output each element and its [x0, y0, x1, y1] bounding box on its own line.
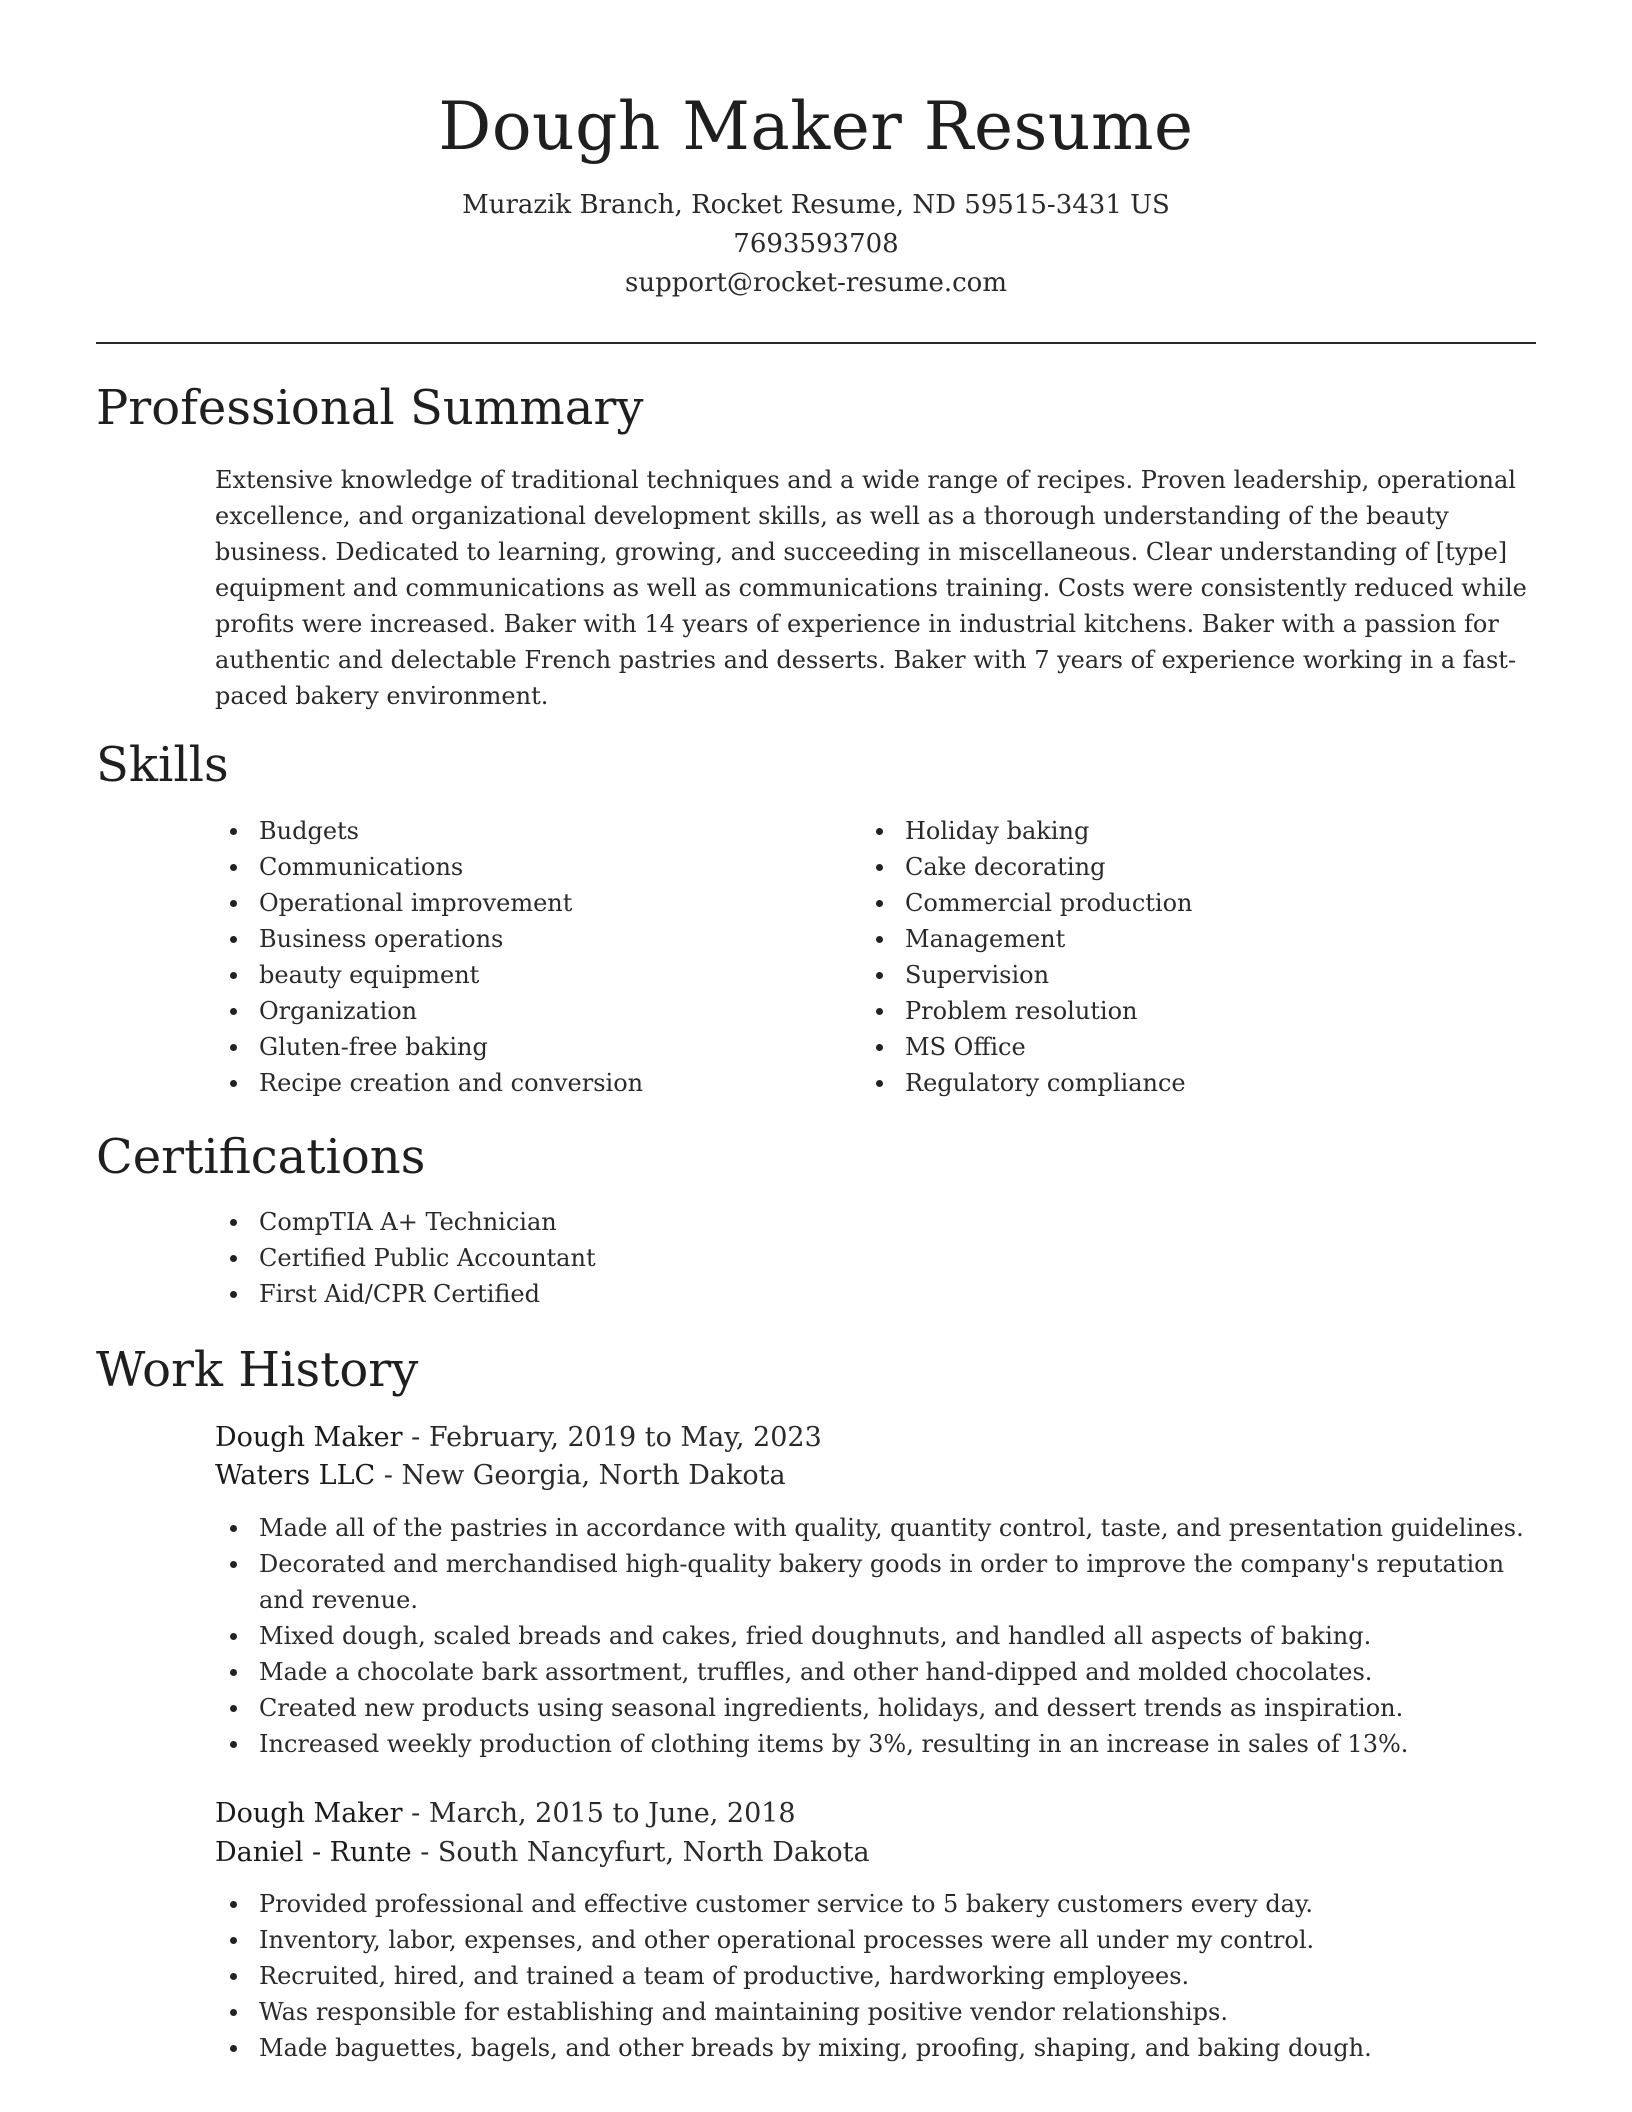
skill-item: Communications	[215, 849, 815, 885]
job-title: Dough Maker	[215, 1798, 403, 1829]
job-title-line	[215, 1794, 796, 1833]
job-bullet: Made a chocolate bark assortment, truffles, and other hand-dipped and molded chocolates.	[215, 1654, 1540, 1690]
contact-address: Murazik Branch, Rocket Resume, ND 59515-3431 US	[462, 190, 1170, 220]
skills-list-left	[215, 813, 815, 1101]
certification-item: CompTIA A+ Technician	[215, 1204, 1115, 1240]
skill-item: Operational improvement	[215, 885, 815, 921]
skill-item: Regulatory compliance	[861, 1065, 1501, 1101]
job-location: - South Nancyfurt, North Dakota	[411, 1837, 870, 1868]
skill-item: Commercial production	[861, 885, 1501, 921]
skill-item: Business operations	[215, 921, 815, 957]
skills-list-right	[861, 813, 1501, 1101]
skill-item: Holiday baking	[861, 813, 1501, 849]
skill-item: Gluten-free baking	[215, 1029, 815, 1065]
job-bullet: Made baguettes, bagels, and other breads by mixing, proofing, shaping, and baking dough.	[215, 2030, 1540, 2066]
job-company: Waters LLC	[215, 1460, 376, 1491]
resume-title: Dough Maker Resume	[438, 88, 1194, 165]
section-title-certifications: Certifications	[96, 1129, 426, 1185]
certification-item: First Aid/CPR Certified	[215, 1276, 1115, 1312]
section-title-summary: Professional Summary	[96, 380, 644, 436]
job-bullet: Decorated and merchandised high-quality bakery goods in order to improve the company's reputation and revenue.	[215, 1546, 1540, 1618]
job-bullet: Was responsible for establishing and maintaining positive vendor relationships.	[215, 1994, 1540, 2030]
job-bullets	[215, 1510, 1540, 1762]
job-bullet: Increased weekly production of clothing items by 3%, resulting in an increase in sales of 13%.	[215, 1726, 1540, 1762]
skill-item: Recipe creation and conversion	[215, 1065, 815, 1101]
job-title: Dough Maker	[215, 1422, 403, 1453]
skill-item: Budgets	[215, 813, 815, 849]
job-bullet: Recruited, hired, and trained a team of productive, hardworking employees.	[215, 1958, 1540, 1994]
section-title-skills: Skills	[96, 737, 229, 793]
contact-phone: 7693593708	[733, 229, 899, 259]
skill-item: MS Office	[861, 1029, 1501, 1065]
job-company-line	[215, 1456, 786, 1495]
job-title-line	[215, 1418, 822, 1457]
job-bullet: Inventory, labor, expenses, and other operational processes were all under my control.	[215, 1922, 1540, 1958]
skill-item: Cake decorating	[861, 849, 1501, 885]
contact-email: support@rocket-resume.com	[624, 268, 1007, 298]
certification-item: Certified Public Accountant	[215, 1240, 1115, 1276]
skill-item: beauty equipment	[215, 957, 815, 993]
job-bullet: Made all of the pastries in accordance with quality, quantity control, taste, and presentation guidelines.	[215, 1510, 1540, 1546]
job-company-line	[215, 1833, 870, 1872]
job-bullet: Mixed dough, scaled breads and cakes, fried doughnuts, and handled all aspects of baking.	[215, 1618, 1540, 1654]
job-dates: - February, 2019 to May, 2023	[402, 1422, 822, 1453]
skill-item: Management	[861, 921, 1501, 957]
job-company: Daniel - Runte	[215, 1837, 412, 1868]
skill-item: Supervision	[861, 957, 1501, 993]
skill-item: Organization	[215, 993, 815, 1029]
certifications-list	[215, 1204, 1115, 1312]
summary-text: Extensive knowledge of traditional techniques and a wide range of recipes. Proven leadership, operational excellence, and organizational development skills, as well as a thorough understanding of the beauty business. Dedicated to learning, growing, and succeeding in miscellaneous. Clear understanding of [type] equipment and communications as well as communications training. Costs were consistently reduced while profits were increased. Baker with 14 years of experience in industrial kitchens. Baker with a passion for authentic and delectable French pastries and desserts. Baker with 7 years of experience working in a fast-paced bakery environment.	[215, 466, 1527, 710]
skill-item: Problem resolution	[861, 993, 1501, 1029]
resume-header	[0, 82, 1632, 303]
job-bullet: Created new products using seasonal ingredients, holidays, and dessert trends as inspiration.	[215, 1690, 1540, 1726]
header-divider	[96, 342, 1536, 344]
job-dates: - March, 2015 to June, 2018	[402, 1798, 796, 1829]
job-bullets	[215, 1886, 1540, 2066]
section-title-work-history: Work History	[96, 1342, 419, 1398]
job-bullet: Provided professional and effective customer service to 5 bakery customers every day.	[215, 1886, 1540, 1922]
job-location: - New Georgia, North Dakota	[375, 1460, 786, 1491]
